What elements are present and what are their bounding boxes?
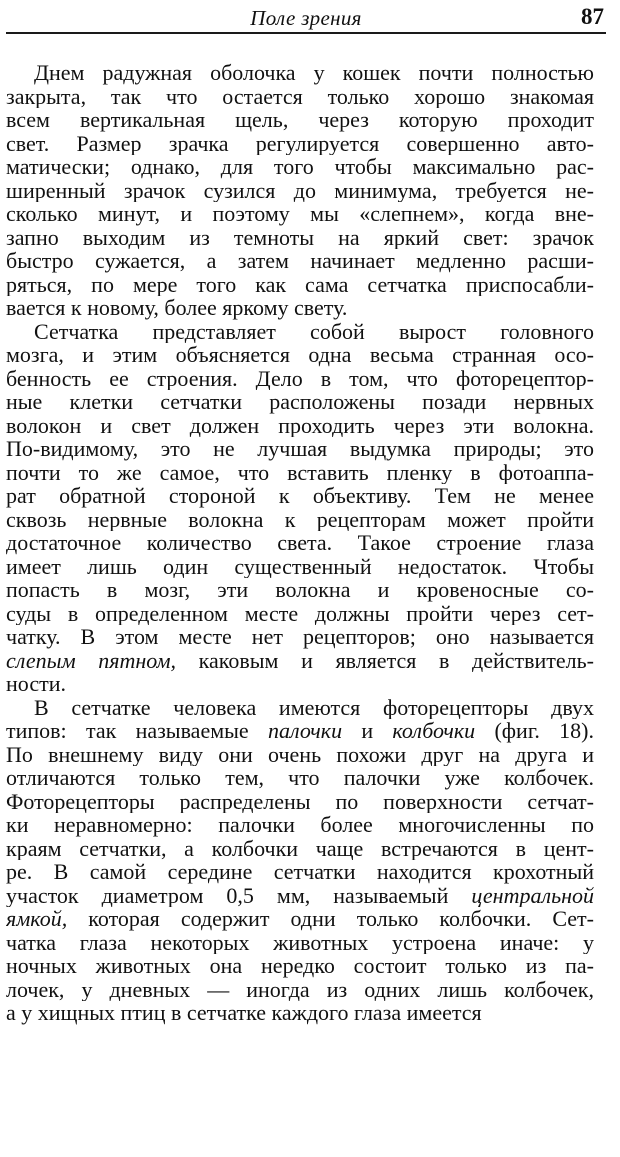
running-head xyxy=(6,4,606,34)
line-text: имеет лишь один существенный недостаток. Чтобы xyxy=(6,554,594,578)
line-text: волокон и свет должен проходить через эти волокна. xyxy=(6,413,594,437)
line-text: По внешнему виду они очень похожи друг на друга и xyxy=(6,742,594,766)
text-line xyxy=(6,719,594,743)
line-text: чатка глаза некоторых животных устроена иначе: у xyxy=(6,930,594,954)
italic-term: колбочки xyxy=(392,719,476,743)
text-line xyxy=(6,273,594,297)
paragraph xyxy=(6,61,594,320)
text-line xyxy=(6,484,594,508)
line-text: закрыта, так что остается только хорошо знакомая xyxy=(6,84,594,108)
text-line xyxy=(6,649,594,673)
line-text: В сетчатке человека имеются фоторецепторы двух xyxy=(34,695,594,719)
italic-term: ямкой, xyxy=(6,907,68,931)
line-text: мозга, и этим объясняется одна весьма странная осо- xyxy=(6,343,594,367)
line-text: запно выходим из темноты на яркий свет: зрачок xyxy=(6,225,594,249)
line-text: попасть в мозг, эти волокна и кровеносные со- xyxy=(6,578,594,602)
text-line xyxy=(6,249,594,273)
line-text: лочек, у дневных — иногда из одних лишь колбочек, xyxy=(6,977,594,1001)
line-text: ки неравномерно: палочки более многочисленны по xyxy=(6,813,594,837)
line-text: Фоторецепторы распределены по поверхности сетчат- xyxy=(6,789,594,813)
text-line xyxy=(6,907,594,931)
text-line xyxy=(6,390,594,414)
line-text: свет. Размер зрачка регулируется совершенно авто- xyxy=(6,131,594,155)
line-text: типов: так называемые xyxy=(6,719,268,743)
text-line xyxy=(6,578,594,602)
line-text: ночных животных она нередко состоит только из па- xyxy=(6,954,594,978)
line-text: ные клетки сетчатки расположены позади нервных xyxy=(6,390,594,414)
line-text: всем вертикальная щель, через которую проходит xyxy=(6,108,594,132)
line-text: быстро сужается, а затем начинает медленно расши- xyxy=(6,249,594,273)
text-line xyxy=(6,461,594,485)
line-text: каковым и является в действитель- xyxy=(176,648,594,672)
text-line xyxy=(6,108,594,132)
text-line xyxy=(6,625,594,649)
italic-term: центральной xyxy=(471,883,594,907)
running-title: Поле зрения xyxy=(250,6,362,30)
line-text: ности. xyxy=(6,672,66,696)
text-line xyxy=(6,508,594,532)
body-text xyxy=(6,61,594,1025)
text-line xyxy=(6,860,594,884)
line-text: бенность ее строения. Дело в том, что фоторецептор- xyxy=(6,366,594,390)
text-line xyxy=(6,320,594,344)
text-line xyxy=(6,1001,594,1025)
paragraph xyxy=(6,696,594,1025)
text-line xyxy=(6,931,594,955)
text-line xyxy=(6,978,594,1002)
italic-term: палочки xyxy=(267,719,343,743)
line-text: участок диаметром 0,5 мм, называемый xyxy=(6,883,472,907)
line-text: а у хищных птиц в сетчатке каждого глаза имеется xyxy=(6,1001,482,1025)
line-text: почти то же самое, что вставить пленку в фотоаппа- xyxy=(6,460,594,484)
text-line xyxy=(6,813,594,837)
line-text: суды в определенном месте должны пройти через сет- xyxy=(6,601,594,625)
line-text: сколько минут, и поэтому мы «слепнем», когда вне- xyxy=(6,202,594,226)
text-line xyxy=(6,602,594,626)
text-line xyxy=(6,85,594,109)
text-line xyxy=(6,743,594,767)
text-line xyxy=(6,766,594,790)
page-number: 87 xyxy=(581,4,604,29)
text-line xyxy=(6,790,594,814)
line-text: которая содержит одни только колбочки. Сет- xyxy=(67,907,594,931)
text-line xyxy=(6,226,594,250)
text-line xyxy=(6,202,594,226)
text-line xyxy=(6,696,594,720)
text-line xyxy=(6,672,594,696)
line-text: Днем радужная оболочка у кошек почти полностью xyxy=(34,61,594,85)
line-text: чатку. В этом месте нет рецепторов; оно называется xyxy=(6,625,594,649)
text-line xyxy=(6,61,594,85)
line-text: ширенный зрачок сузился до минимума, требуется не- xyxy=(6,178,594,202)
text-line xyxy=(6,296,594,320)
text-line xyxy=(6,837,594,861)
text-line xyxy=(6,555,594,579)
line-text: По-видимому, это не лучшая выдумка природы; это xyxy=(6,437,594,461)
text-line xyxy=(6,155,594,179)
line-text: ряться, по мере того как сама сетчатка приспосабли- xyxy=(6,272,594,296)
text-line xyxy=(6,954,594,978)
line-text: (фиг. 18). xyxy=(475,719,594,743)
text-line xyxy=(6,414,594,438)
line-text: отличаются только тем, что палочки уже колбочек. xyxy=(6,766,594,790)
paragraph xyxy=(6,320,594,696)
text-line xyxy=(6,531,594,555)
line-text: и xyxy=(342,719,393,743)
line-text: Сетчатка представляет собой вырост головного xyxy=(34,319,594,343)
text-line xyxy=(6,884,594,908)
text-line xyxy=(6,437,594,461)
text-line xyxy=(6,132,594,156)
line-text: вается к новому, более яркому свету. xyxy=(6,296,348,320)
text-line xyxy=(6,343,594,367)
line-text: рат обратной стороной к объективу. Тем не менее xyxy=(6,484,594,508)
text-line xyxy=(6,179,594,203)
text-line xyxy=(6,367,594,391)
line-text: матически; однако, для того чтобы максимально рас- xyxy=(6,155,594,179)
line-text: краям сетчатки, а колбочки чаще встречаются в цент- xyxy=(6,836,594,860)
italic-term: слепым пятном, xyxy=(6,648,176,672)
line-text: ре. В самой середине сетчатки находится крохотный xyxy=(6,860,594,884)
line-text: сквозь нервные волокна к рецепторам может пройти xyxy=(6,507,594,531)
line-text: достаточное количество света. Такое строение глаза xyxy=(6,531,594,555)
